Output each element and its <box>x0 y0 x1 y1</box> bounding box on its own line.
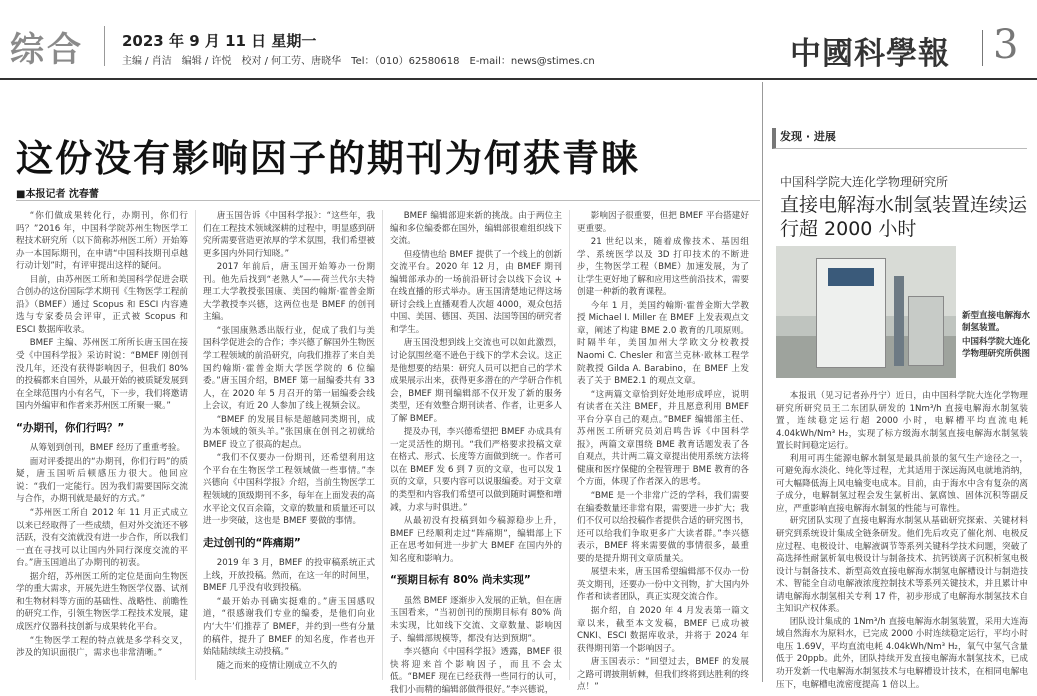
paragraph: 本报讯（见习记者孙丹宁）近日，由中国科学院大连化学物理研究所研究员王二东团队研发的 1Nm³/h 直接电解海水制氢装置，连续稳定运行超 2000 小时，电解槽平均直流电耗 4.04kWh/Nm³ H₂，实现了标方级海水制氢直接电解海水制氢装置长时间稳定运行。 <box>776 391 1028 452</box>
control-screen <box>828 268 874 286</box>
paragraph: 据介绍，苏州医工所的定位是面向生物医学的重大需求，开展先进生物医学仪器、试剂和生物材料等方面的基础性、战略性、前瞻性的研究工作，引领生物医学工程技术发展，建成医疗仪器科技创新与成果转化平台。 <box>16 571 188 632</box>
subheading: 走过创刊的“阵痛期” <box>203 536 301 549</box>
paragraph: “生物医学工程的特点就是多学科交叉，涉及的知识面很广，需求也非常清晰。” <box>16 635 188 659</box>
photo-caption <box>962 310 1030 360</box>
issue-date: 2023 年 9 月 11 日 星期一 <box>122 32 317 50</box>
caption-credit: 中国科学院大连化学物理研究所供图 <box>962 337 1031 359</box>
paragraph: 利用可再生能源电解水制氢是最具前景的氢气生产途径之一，可避免海水淡化、纯化等过程，尤其适用于深远海风电就地消纳，可大幅降低海上风电输变电成本。目前，由于海水中含有复杂的离子成分，电解制氢过程会发生氯析出、氯腐蚀、固体沉积等副反应，严重影响直接电解海水制氢的性能与可靠性。 <box>776 453 1028 514</box>
paragraph: 研究团队实现了直接电解海水制氢从基础研究探索、关键材料研究到系统设计集成全链条研发。他们先后攻克了催化剂、电极反应过程、电极设计、电解液调节等系列关键科学技术问题，突破了高选择性耐氯析氧电极设计与制备技术、抗钙镁离子沉积析氢电极设计与制备技术、新型高效直接电解海水制氢电解槽设计与制造技术、智能全自动电解液浓度控制技术等系列关键技术，并且累计申请电解海水制氢相关专利 17 件，初步形成了电解海水制氢技术自主知识产权体系。 <box>776 516 1028 615</box>
section-name: 综合 <box>10 30 84 70</box>
article-headline: 这份没有影响因子的期刊为何获青睐 <box>16 137 640 180</box>
tank <box>908 296 944 366</box>
paragraph: 唐玉国没想到线上交流也可以如此激烈，讨论氛围丝毫不逊色于线下的学术会议。这正是他想要的结果：研究人员可以把自己的学术成果展示出来，获得更多潜在的产学研合作机会，BMEF 期刊编辑部不仅开发了新的服务类型，还有效整合期刊读者、作者，让更多人了解 BMEF。 <box>390 338 562 424</box>
paragraph: 随之而来的疫情让刚成立不久的 <box>216 660 338 671</box>
paragraph: BMEF 主编、苏州医工所所长唐玉国在接受《中国科学报》采访时说：“BMEF 刚创刊没几年，还没有获得影响因子，但我们 80% 的投稿都来自国外，从最开始的被质疑发展到在全球范围内小有名气，下一步，我们将邀请国内外编审和作者来苏州医工所聚一聚。” <box>16 338 188 412</box>
article-column-1 <box>16 210 188 688</box>
editor-credits: 主编 / 肖洁 编辑 / 许悦 校对 / 何工劳、唐晓华 Tel：（010）62580618 E-mail：news@stimes.cn <box>122 56 595 67</box>
column-divider <box>382 210 383 680</box>
paragraph: “我们不仅要办一份期刊，还希望利用这个平台在生物医学工程领域做一些事情。”李兴德向《中国科学报》介绍，当前生物医学工程领域的顶级期刊不多，每年在上面发表的高水平论文仅百余篇，文章的数量和质量还可以进一步突破，这也是 BMEF 要做的事情。 <box>203 453 375 527</box>
paragraph: 2019 年 3 月，BMEF 的投审稿系统正式上线，开放投稿。然而，在这一年的时间里，BMEF 几乎没有收到投稿。 <box>203 558 375 594</box>
paragraph: 从最初没有投稿到如今稿源稳步上升，BMEF 已经顺利走过“阵痛期”，编辑部上下正在思考如何进一步扩大 BMEF 在国内外的知名度和影响力。 <box>390 516 562 564</box>
sidebar-section-tag: 发现 · 进展 <box>772 128 1027 149</box>
article-column-3 <box>390 210 562 695</box>
paragraph: 从筹划到创刊，BMEF 经历了重重考验。 <box>29 443 186 454</box>
header-divider <box>104 26 105 66</box>
paragraph: BMEF 编辑部迎来新的挑战。由于两位主编和多位编委都在国外，编辑部很难组织线下交流。 <box>390 211 562 247</box>
sidebar-divider <box>762 82 763 682</box>
paragraph: 21 世纪以来，随着成像技术、基因组学、系统医学以及 3D 打印技术的不断进步，生物医学工程（BME）加速发展，为了让学生更好地了解和应用这些前沿技术，需要创建一种新的教育课程。 <box>577 237 749 298</box>
paragraph: 李兴德向《中国科学报》透露，BMEF 很快将迎来首个影响因子，而且不会太低。“BMEF 现在已经获得一些同行的认可，我们小而精的编辑部做得很好。”李兴德说， <box>390 647 562 695</box>
article-column-2 <box>203 210 375 688</box>
article-column-4 <box>577 210 749 693</box>
page-number: 3 <box>993 22 1019 68</box>
paragraph: 但疫情也给 BMEF 提供了一个线上的创新交流平台。2020 年 12 月，由 BMEF 期刊编辑部承办的一场前沿研讨会以线下会议 + 在线直播的形式举办。唐玉国清楚地记得这场研讨会线上直播观看人次超 4000，观众包括中国、美国、德国、英国、法国等国的研究者和学生。 <box>390 249 562 335</box>
paragraph: 面对评委提出的“办期刊，你们行吗”的质疑，唐玉国听后顿感压力很大。他回应说：“我们一定能行。因为我们需要国际交流与合作，办期刊就是最好的方式。” <box>16 456 188 505</box>
page-header <box>0 0 1037 80</box>
paragraph: 唐玉国告诉《中国科学报》：“这些年，我们在工程技术领域深耕的过程中，明显感到研究所需要营造更浓厚的学术氛围，我们希望被更多国内外同行知晓。” <box>203 211 375 259</box>
caption-text: 新型直接电解海水制氢装置。 <box>962 311 1031 333</box>
paragraph: “这两篇文章恰到好处地形成呼应，说明有读者在关注 BMEF，并且愿意利用 BMEF 平台分享自己的观点。”BMEF 编辑部主任、苏州医工所研究员刘启鸣告诉《中国科学报》，两篇文章围绕 BME 教育话题发表了各自观点，共计两二篇文章提出使用系统方法将健康和医疗保健的全程管理于 BME 教育的各个方面，体现了作者深入的思考。 <box>577 389 749 488</box>
paragraph: 唐玉国表示：“回望过去，BMEF 的发展之路可谓披荆斩棘，但我们终将到达胜利的终点！” <box>577 657 749 693</box>
paragraph: 虽然 BMEF 逐渐步入发展的正轨，但在唐玉国看来，“当初创刊的预期目标有 80% 尚未实现，比如线下交流、文章数量、影响因子、编辑部规模等，都没有达到预期”。 <box>390 595 562 644</box>
headline-rule <box>16 200 760 201</box>
paragraph: “你们做成果转化行，办期刊，你们行吗？”2016 年，中国科学院苏州生物医学工程技术研究所（以下简称苏州医工所）开始筹办一本国际期刊，在申请“中国科技期刊卓越行动计划”时，有评审提出这样的疑问。 <box>16 211 188 272</box>
subheading: “办期刊，你们行吗？” <box>16 421 125 434</box>
paragraph: 据介绍，自 2020 年 4 月发表第一篇文章以来，截至本文发稿，BMEF 已成功被 CNKI、ESCI 数据库收录，并将于 2024 年获得期刊第一个影响因子。 <box>577 605 749 654</box>
hydrogen-device-photo <box>776 246 956 378</box>
paragraph: 2017 年前后，唐玉国开始筹办一份期刊。他先后找到“老熟人”——荷兰代尔夫特理工大学教授张国康、美国约翰斯·霍普金斯大学教授李兴德，这两位也是 BMEF 的创刊主编。 <box>203 262 375 323</box>
paragraph: 今年 1 月，美国约翰斯·霍普金斯大学教授 Michael I. Miller 在 BMEF 上发表观点文章，阐述了构建 BME 2.0 教育的几项原则。时隔半年，美国加州大学欧文分校教授 Naomi C. Chesler 和富兰克林·欧林工程学院教授 Gilda A. Barabino，在 BMEF 上发表了关于 BME2.1 的观点文章。 <box>577 300 749 387</box>
paragraph: 提及办刊，李兴德希望把 BMEF 办成具有一定灵活性的期刊。“我们严格要求投稿文章在格式、形式、长度等方面做到统一。作者可以在 BMEF 发 6 到 7 页的文章，也可以发 1 页的文章，只要内容可以说服编委。对于文章的类型和内容我们希望可以做到随时调整和增减，力求与时俱进。” <box>390 427 562 513</box>
paragraph: “苏州医工所自 2012 年 11 月正式成立以来已经取得了一些成绩，但对外交流还不够活跃，没有交流就没有进一步合作，所以我们一直在寻找可以让国内外同行深度交流的平台。”唐玉国道出了办期刊的初衷。 <box>16 508 188 569</box>
paragraph: 目前，由苏州医工所和美国科学促进会联合创办的这份国际学术期刊《生物医学工程前沿》（BMEF）通过 Scopus 和 ESCI 内容遴选与专家委员会评审，正式被 Scopus 和 ESCI 数据库收录。 <box>16 274 188 335</box>
pipe <box>894 276 904 366</box>
paragraph: “张国康熟悉出版行业，促成了我们与美国科学促进会的合作；李兴德了解国外生物医学工程领域的前沿研究，向我们推荐了来自美国约翰斯·霍普金斯大学医学院的 6 位编委。”唐玉国介绍，BMEF 第一届编委共有 33 人，在 2020 年 5 月召开的第一届编委会线上会议，有近 20 人参加了线上视频会议。 <box>203 325 375 412</box>
column-divider <box>195 210 196 680</box>
paragraph: 展望未来，唐玉国希望编辑部不仅办一份英文期刊，还要办一份中文刊物，扩大国内外作者和读者团队，真正实现交流合作。 <box>577 567 749 603</box>
article-byline: ■本报记者 沈春蕾 <box>16 189 99 200</box>
sidebar-kicker: 中国科学院大连化学物理研究所 <box>780 175 949 189</box>
paragraph: “BME 是一个非常广泛的学科，我们需要在编委数量还非常有限，需要进一步扩大；我们不仅可以给投稿作者提供合适的研究图书，还可以给我们争取更多广大读者群。”李兴德表示，BMEF 将来需要做的事情很多，最重要的是提升期刊文章质量关。 <box>577 491 749 564</box>
sidebar-headline: 直接电解海水制氢装置连续运行超 2000 小时 <box>780 194 1028 240</box>
paragraph: 团队设计集成的 1Nm³/h 直接电解海水制氢装置，采用大连海域自然海水为原料水，已完成 2000 小时连续稳定运行，平均小时电压 1.69V，平均直流电耗 4.04kWh/Nm³ H₂，氧气中氢气含量低于 20ppb。此外，团队持续开发直接电解海水制氢技术，已成功开发新一代电解海水制氢技术与电解槽设计技术，在相同电解电压下，电解槽电流密度提高 1 倍以上。 <box>776 616 1028 690</box>
column-divider <box>569 210 570 680</box>
sidebar-body <box>776 390 1028 690</box>
paragraph: “BMEF 的发展目标是超越同类期刊，成为本领域的领头羊。”张国康在创刊之初就给 BMEF 设立了很高的起点。 <box>203 414 375 450</box>
paragraph: “最开始办刊确实挺难的。”唐玉国感叹道，“很感谢我们专业的编委，是他们向业内‘大牛’们推荐了 BMEF，并约到一些有分量的稿件，提升了 BMEF 的知名度，作者也开始陆陆续续主动投稿。” <box>203 596 375 658</box>
paragraph: 影响因子很重要，但把 BMEF 平台搭建好更重要。 <box>577 211 749 234</box>
subheading: “预期目标有 80% 尚未实现” <box>390 574 531 587</box>
masthead-divider <box>982 30 983 66</box>
newspaper-masthead: 中國科學報 <box>790 36 950 72</box>
